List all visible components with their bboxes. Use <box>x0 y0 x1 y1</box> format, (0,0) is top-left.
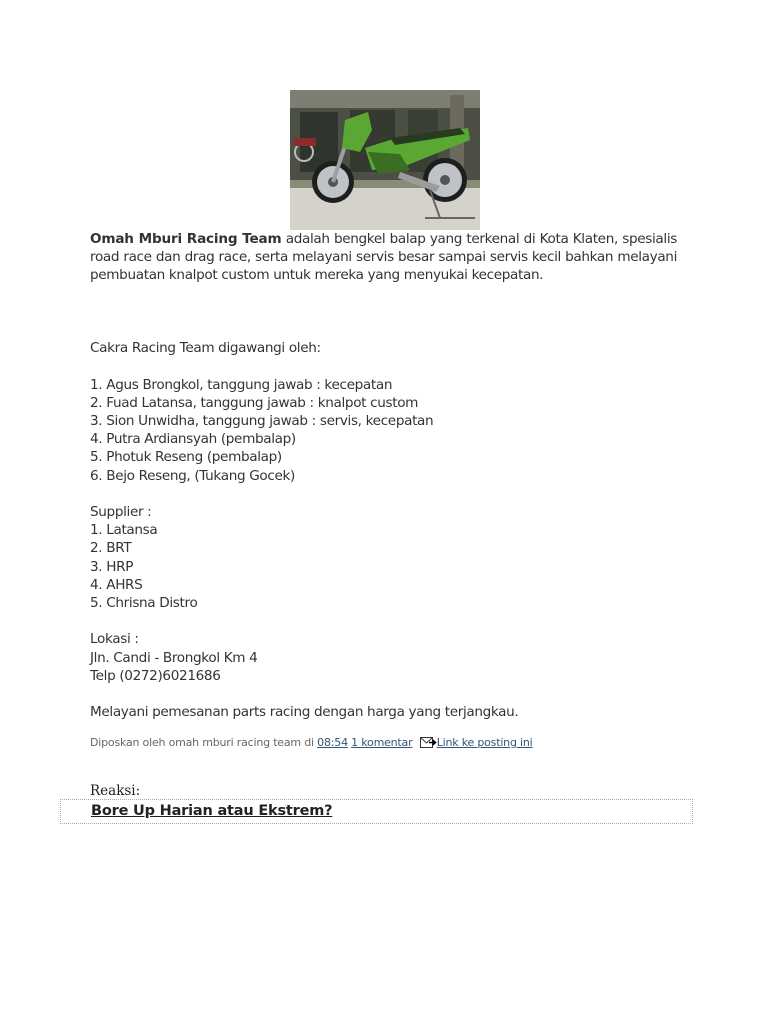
post-time-link[interactable]: 08:54 <box>317 736 348 749</box>
list-item: 2. Fuad Latansa, tanggung jawab : knalpot custom <box>90 394 419 411</box>
supplier-heading: Supplier : <box>90 503 152 520</box>
address-text: Jln. Candi - Brongkol Km 4 <box>90 649 258 666</box>
list-item: 2. BRT <box>90 540 132 557</box>
email-post-icon[interactable] <box>420 737 437 748</box>
comments-link[interactable]: 1 komentar <box>351 736 413 749</box>
motorcycle-illustration <box>290 90 480 230</box>
reactions-label: Reaksi: <box>90 783 141 799</box>
intro-paragraph <box>90 230 677 285</box>
shop-name: Omah Mburi Racing Team <box>90 231 282 247</box>
team-heading: Cakra Racing Team digawangi oleh: <box>90 340 321 357</box>
reactions-box <box>60 799 693 824</box>
list-item: 4. AHRS <box>90 576 143 593</box>
closing-text: Melayani pemesanan parts racing dengan harga yang terjangkau. <box>90 704 519 721</box>
motorcycle-photo <box>290 90 480 230</box>
permalink-link[interactable]: Link ke posting ini <box>436 736 533 749</box>
posted-at-text: di <box>304 736 314 749</box>
list-item: 4. Putra Ardiansyah (pembalap) <box>90 431 296 448</box>
list-item: 6. Bejo Reseng, (Tukang Gocek) <box>90 467 295 484</box>
reactions-title-link[interactable]: Bore Up Harian atau Ekstrem? <box>91 803 333 819</box>
phone-text: Telp (0272)6021686 <box>90 667 221 684</box>
list-item: 3. HRP <box>90 558 134 575</box>
posted-by-text: Diposkan oleh omah mburi racing team <box>90 736 301 749</box>
list-item: 5. Chrisna Distro <box>90 594 198 611</box>
list-item: 1. Agus Brongkol, tanggung jawab : kecepatan <box>90 376 393 393</box>
post-body <box>90 230 677 721</box>
list-item: 1. Latansa <box>90 522 158 539</box>
list-item: 5. Photuk Reseng (pembalap) <box>90 449 282 466</box>
post-footer <box>90 736 533 749</box>
location-heading: Lokasi : <box>90 631 139 648</box>
intro-text: adalah bengkel balap yang terkenal di Kota Klaten, spesialis road race dan drag race, serta melayani servis besar sampai servis kecil bahkan melayani pembuatan knalpot custom untuk mereka yang menyukai kecepatan. <box>90 231 677 284</box>
list-item: 3. Sion Unwidha, tanggung jawab : servis, kecepatan <box>90 412 434 429</box>
